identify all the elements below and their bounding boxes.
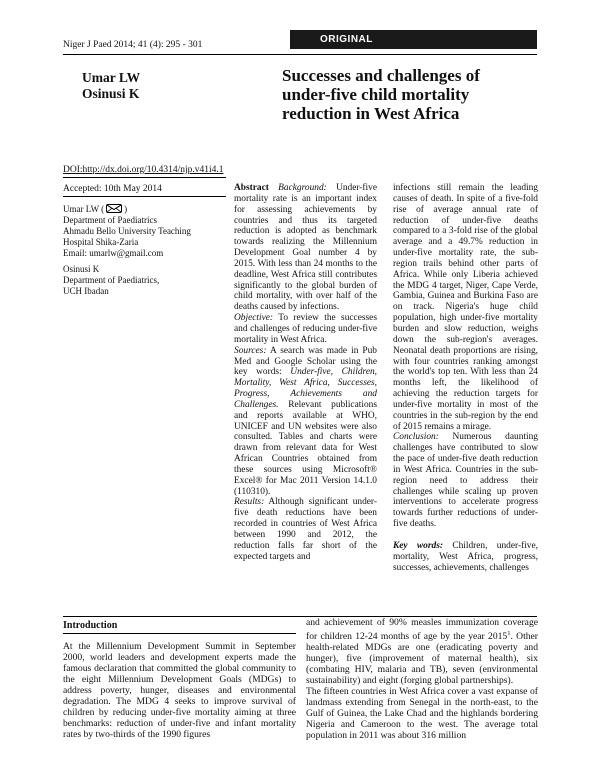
affiliation-line: Ahmadu Bello University Teaching xyxy=(63,226,191,236)
introduction-divider xyxy=(63,633,296,634)
keywords-label: Key words: xyxy=(393,541,443,551)
abstract-label: Abstract xyxy=(234,183,269,193)
affiliation-line: Hospital Shika-Zaria xyxy=(63,237,139,247)
journal-citation: Niger J Paed 2014; 41 (4): 295 - 301 xyxy=(63,40,203,50)
body-column-2 xyxy=(306,617,538,741)
affiliation-2 xyxy=(63,264,233,297)
abstract-column-2 xyxy=(393,183,538,574)
author-name: Osinusi K xyxy=(82,86,140,101)
background-label: Background: xyxy=(278,183,327,193)
conclusion-text: Numerous daunting challenges have contributed to slow the pace of under-five death reduction in West Africa. Countries in the sub-region need to address their challenges while scaling up proven interventions to accelerate progress towards further reductions of under-five deaths. xyxy=(393,432,538,530)
affiliation-line: UCH Ibadan xyxy=(63,286,109,296)
results-label: Results: xyxy=(234,497,265,508)
intro-paragraph: At the Millennium Development Summit in September 2000, world leaders and development experts made the famous declaration that committed the global community to the eight Millennium Development Goals (MDGs) to address poverty, hunger, diseases and environmental degradation. The MDG 4 seeks to improve survival of children by reducing under-five mortality aiming at three benchmarks: reduction of under-five and infant mortality rates by two-thirds of the 1990 figures xyxy=(63,641,296,740)
affiliation-line: Osinusi K xyxy=(63,264,100,274)
affiliation-line: Department of Paediatrics xyxy=(63,215,157,225)
corresponding-author: Umar LW xyxy=(63,204,99,214)
sources-text-continued: Relevant publications and reports available at WHO, UNICEF and UN websites were also consulted. Tables and charts were drawn from relevant data for West African Countries obtained from these sources using Microsoft® Excel® for Mac 2011 Version 14.1.0 (110310). xyxy=(234,399,377,497)
objective-label: Objective: xyxy=(234,313,274,324)
doi-link[interactable]: DOI:http://dx.doi.org/10.4314/njp.v41i4.1 xyxy=(63,165,224,175)
accepted-divider xyxy=(63,196,226,197)
author-list xyxy=(82,70,140,102)
sources-label: Sources: xyxy=(234,345,267,356)
article-title: Successes and challenges of under-five child mortality reduction in West Africa xyxy=(282,66,480,123)
body-column-1 xyxy=(63,641,296,740)
conclusion-label: Conclusion: xyxy=(393,432,439,443)
intro-paragraph: The fifteen countries in West Africa cover a vast expanse of landmass extending from Senegal in the north-east, to the Gulf of Guinea, the Lake Chad and the highlands bordering Nigeria and Cameroon to the west. The average total population in 2011 was about 316 million xyxy=(306,686,538,742)
doi-divider xyxy=(63,177,226,178)
author-name: Umar LW xyxy=(82,70,141,85)
affiliation-1: Umar LW ( ) Department of Paediatrics Ahmadu Bello University Teaching Hospital Shika-Zaria Email: umarlw@gmail.com xyxy=(63,203,233,259)
introduction-heading: Introduction xyxy=(63,620,118,631)
mail-icon xyxy=(106,204,122,213)
citation-ref: 1 xyxy=(507,630,511,637)
results-text: Although significant under-five death reductions have been recorded in countries of West Africa between 1990 and 2012, the reduction falls far short of the expected targets and xyxy=(234,497,377,562)
sources-text: A search was made in Pub Med and Google Scholar using the key words: xyxy=(234,345,377,378)
accepted-date: Accepted: 10th May 2014 xyxy=(63,184,162,194)
keywords-text: Children, under-five, mortality, West Africa, progress, successes, achievements, challenges xyxy=(393,541,539,573)
intro-paragraph: and achievement of 90% measles immunization coverage for children 12-24 months of age by the year 2015$^1$. Other health-related MDGs are one (eradicating poverty and hunger), five (improvement of maternal health), six (combating HIV, malaria and TB), seven (environmental sustainability) and eight (forging global partnerships). xyxy=(306,617,539,687)
affiliation-line: Department of Paediatrics, xyxy=(63,275,160,285)
article-type-badge: ORIGINAL xyxy=(290,30,537,49)
background-text: Under-five mortality rate is an important index for assessing achievements by countries and thus its targeted reduction is adopted as benchmark towards realizing the Millennium Development Goal number 4 by 2015. With less than 24 months to the deadline, West Africa still contributes significantly to the global burden of child mortality, with over half of the deaths caused by infections. xyxy=(234,183,377,313)
abstract-column-1 xyxy=(234,183,377,563)
results-text-continued: infections still remain the leading causes of death. In spite of a five-fold rise of average annual rate of reduction of under-five deaths compared to a 3-fold rise of the global average and a 49.7% reduction in under-five mortality rate, the sub-region trails behind other parts of Africa. While only Liberia achieved the MDG 4 target, Niger, Cape Verde, Gambia, Guinea and Burkina Faso are on track. Nigeria's huge child population, high under-five mortality burden and slow reduction, weighs down the sub-region's averages. Neonatal death proportions are rising, with four countries ranking amongst the world's top ten. With less than 24 months left, the likelihood of achieving the reduction targets for under-five mortality in most of the countries in the sub-region by the end of 2015 remains a mirage. xyxy=(393,183,538,432)
sources-keywords: Under-five, Children, Mortality, West Africa, Successes, Progress, Achievements and Challenges. xyxy=(234,367,378,410)
header-divider xyxy=(63,54,537,55)
objective-text: To review the successes and challenges of reducing under-five mortality in West Africa. xyxy=(234,313,377,345)
author-email: Email: umarlw@gmail.com xyxy=(63,248,164,258)
